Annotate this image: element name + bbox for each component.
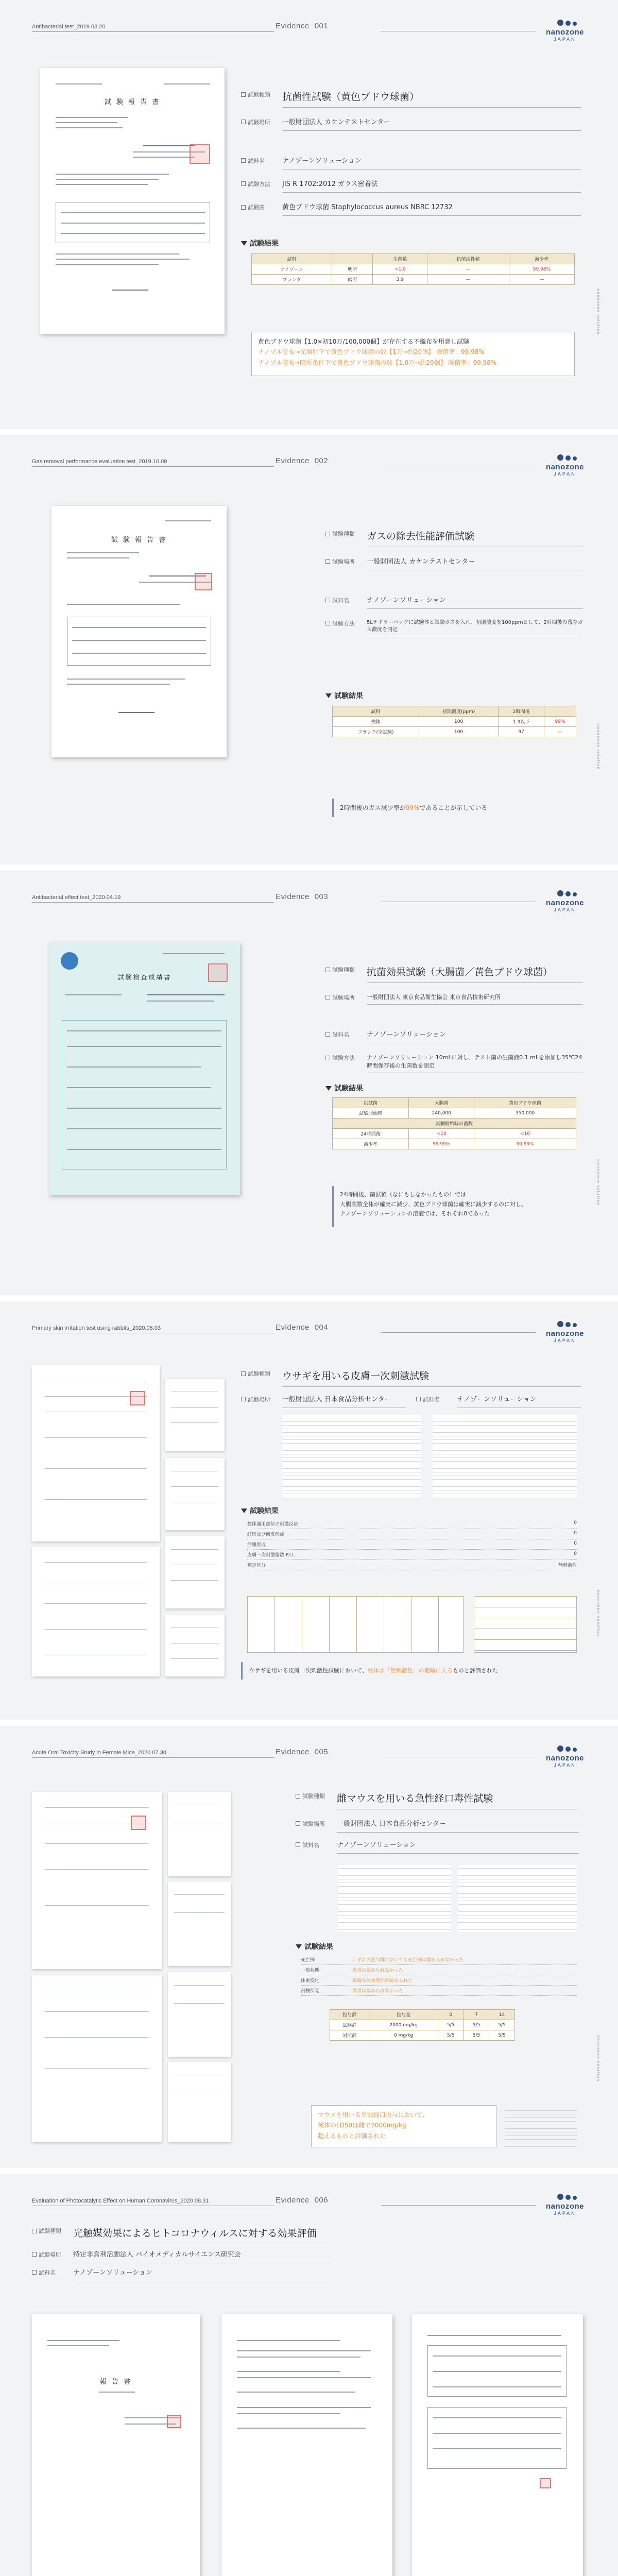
evidence-panel-002 bbox=[0, 435, 618, 865]
evidence-panel-001 bbox=[0, 0, 618, 429]
report-page-image bbox=[412, 2314, 583, 2576]
table-row: 検体 100 1.3以下 99% bbox=[333, 717, 576, 727]
results-heading: 試験結果 bbox=[241, 1505, 279, 1516]
logo-dots-icon bbox=[550, 890, 590, 899]
evidence-panel-003 bbox=[0, 871, 618, 1295]
results-list bbox=[247, 1519, 577, 1570]
table-row: 対照群 0 mg/kg 5/5 5/5 5/5 bbox=[330, 2030, 515, 2041]
report-page-image bbox=[32, 1975, 162, 2142]
report-page-image bbox=[221, 2314, 392, 2576]
evidence-label: Evidence 006 bbox=[276, 2196, 329, 2205]
table-row: 24時間後 <10 <10 bbox=[333, 1129, 576, 1139]
report-page-thumb bbox=[165, 1379, 225, 1451]
test-info-fields: 試験種類 ガスの除去性能評価試験 試験場所 一般財団法人 カケンテストセンター 試料名 ナノゾーンソリューション 試験方法 5Lテドラーバッグに試験体と試験ガスを入れ、初期濃度を100ppmとして、2時間後の残存ガス濃度を測定 bbox=[325, 530, 583, 637]
summary-caption: ウサギを用いる皮膚一次刺激性試験において、検体は「無刺激性」の範疇に入るものと評価された bbox=[241, 1662, 576, 1680]
method-text-block bbox=[458, 1865, 577, 1932]
report-page-image bbox=[32, 1365, 160, 1541]
field-method: 試験方法 JIS R 1702:2012 ガラス密着法 bbox=[241, 180, 581, 193]
evidence-word: Evidence bbox=[276, 22, 310, 30]
field-organism: 試験菌 黄色ブドウ球菌 Staphylococcus aureus NBRC 12732 bbox=[241, 203, 581, 216]
logo-sub: JAPAN bbox=[554, 37, 576, 42]
nanozone-logo bbox=[540, 20, 590, 42]
side-caption: nanozone solution bbox=[596, 289, 600, 335]
evidence-label: Evidence 004 bbox=[276, 1323, 329, 1332]
table-row: 試験群 2000 mg/kg 5/5 5/5 5/5 bbox=[330, 2020, 515, 2030]
report-page-thumb bbox=[168, 2062, 231, 2142]
report-title: 試 験 報 告 書 bbox=[104, 98, 161, 106]
evidence-label bbox=[276, 22, 328, 30]
report-page-image bbox=[32, 1547, 160, 1676]
test-info-fields: 試験種類 抗菌効果試験（大腸菌／黄色ブドウ球菌） 試験場所 一般財団法人 東京食品衛生協会 東京食品技術研究所 試料名 ナノゾーンソリューション 試験方法 ナノゾーンソリューション 10mLに対し、テスト菌の生菌液0.1 mLを添加し35℃24時間保存後の生菌数を測定 bbox=[325, 965, 583, 1073]
summary-box: 黄色ブドウ球菌【1.0×初10万/100,000個】が存在する不織布を用意し試験 ナノゾル塗布→光照射下で黄色ブドウ球菌の数【1万→約20個】 除菌率：99.98% ナノゾル塗布→暗所条件下で黄色ブドウ球菌の数【1.0万→約20個】 除菌率：99.98% bbox=[251, 332, 575, 376]
side-caption: nanozone solution bbox=[596, 1159, 600, 1206]
panel-header bbox=[0, 0, 618, 42]
nanozone-logo: nanozone JAPAN bbox=[540, 1321, 590, 1343]
list-item: 一般状態 異常は認められなかった bbox=[301, 1965, 577, 1975]
certificate-document-image: 試験検査成績書 bbox=[49, 943, 240, 1195]
table-row: ブランク(空試験) 100 97 — bbox=[333, 727, 576, 737]
method-text-block bbox=[338, 1865, 451, 1932]
test-info-fields: 試験種類 雌マウスを用いる急性経口毒性試験 試験場所 一般財団法人 日本食品分析センター 試料名 ナノゾーンソリューション bbox=[296, 1792, 579, 1854]
table-row: ブランク 暗所 3.9 — — bbox=[252, 275, 575, 285]
panel-header bbox=[0, 1301, 618, 1343]
test-breadcrumb: Evaluation of Photocatalytic Effect on Human Coronavirus_2020.08.31 bbox=[32, 2198, 274, 2206]
evidence-label: Evidence 003 bbox=[276, 892, 329, 901]
observation-table bbox=[247, 1596, 464, 1653]
logo-dots-icon bbox=[550, 1745, 590, 1754]
report-document-image: 試 験 報 告 書 bbox=[52, 506, 227, 757]
field-test-type: 試験種類 抗菌性試験（黄色ブドウ球菌） bbox=[241, 90, 581, 108]
report-page-thumb bbox=[165, 1615, 225, 1676]
side-caption: nanozone solution bbox=[596, 2035, 600, 2082]
test-info-fields: 試験種類 ウサギを用いる皮膚一次刺激試験 試験場所 一般財団法人 日本食品分析センター 試料名 ナノゾーンソリューション bbox=[241, 1369, 581, 1412]
footnote-block bbox=[505, 2107, 577, 2147]
side-caption: nanozone solution bbox=[596, 1590, 600, 1637]
method-text-block bbox=[282, 1415, 421, 1497]
evidence-panel-006 bbox=[0, 2174, 618, 2576]
panel-header bbox=[0, 435, 618, 477]
evidence-number: 001 bbox=[314, 22, 329, 30]
list-item: 剖検所見 異常は認められなかった bbox=[301, 1986, 577, 1996]
field-test-place: 試験場所 一般財団法人 カケンテストセンター bbox=[241, 118, 581, 131]
panel-header bbox=[0, 871, 618, 912]
logo-dots-icon bbox=[550, 1321, 590, 1329]
logo-dots-icon bbox=[550, 2194, 590, 2202]
evidence-panel-004 bbox=[0, 1301, 618, 1720]
results-heading: 試験結果 bbox=[241, 238, 279, 248]
results-table: 供試菌 大腸菌 黄色ブドウ球菌 試験開始時 240,000 350,000 試験開始時の菌数 24時間後 <10 <10 減少率 99.99% 99.99% bbox=[332, 1097, 576, 1149]
results-heading: 試験結果 bbox=[325, 690, 363, 701]
list-item: 死亡例 いずれの投与群においても死亡例は認められなかった bbox=[301, 1955, 577, 1965]
report-page-thumb bbox=[165, 1536, 225, 1608]
list-item: 浮腫形成 0 bbox=[247, 1539, 577, 1550]
test-breadcrumb: Primary skin irritation test using rabbits_2020.06.03 bbox=[32, 1325, 274, 1333]
nanozone-logo: nanozone JAPAN bbox=[540, 890, 590, 912]
table-row: 減少率 99.99% 99.99% bbox=[333, 1139, 576, 1149]
report-page-thumb bbox=[168, 1792, 231, 1876]
results-heading: 試験結果 bbox=[296, 1941, 333, 1952]
report-page-image bbox=[32, 1792, 162, 1969]
results-table: 投与群 投与量 0 7 14 試験群 2000 mg/kg 5/5 5/5 5/5 対照群 0 mg/kg 5/5 5/5 5/5 bbox=[330, 2009, 515, 2041]
field-sample: 試料名 ナノゾーンソリューション bbox=[241, 157, 581, 170]
list-item: 検体適用部位の刺激反応 0 bbox=[247, 1519, 577, 1529]
results-table: 試料 初期濃度(ppm) 2時間後 検体 100 1.3以下 99% ブランク(空試験) 100 97 — bbox=[332, 706, 576, 737]
summary-caption: 2時間後のガス減少率が99%であることが示している bbox=[332, 799, 574, 817]
nanozone-logo: nanozone JAPAN bbox=[540, 1745, 590, 1768]
evidence-label: Evidence 005 bbox=[276, 1748, 329, 1756]
results-list bbox=[301, 1955, 577, 1996]
summary-caption: マウスを用いる単回経口投与において、 検体のLD50は雌で2000mg/kg 超えるものと評価された bbox=[311, 2105, 496, 2147]
test-breadcrumb: Antibacterial effect test_2020.04.19 bbox=[32, 894, 274, 903]
report-document-image bbox=[40, 68, 225, 334]
logo-dots-icon bbox=[550, 454, 590, 463]
results-heading: 試験結果 bbox=[325, 1083, 363, 1093]
nanozone-logo: nanozone JAPAN bbox=[540, 454, 590, 477]
logo-dots-icon bbox=[550, 20, 590, 28]
method-text-block bbox=[433, 1415, 577, 1497]
test-info-fields bbox=[241, 90, 581, 216]
test-breadcrumb: Acute Oral Toxicity Study in Female Mice_2020.07.30 bbox=[32, 1750, 274, 1758]
evidence-label: Evidence 002 bbox=[276, 456, 329, 465]
table-row: 試験開始時 240,000 350,000 bbox=[333, 1108, 576, 1118]
report-page-thumb bbox=[165, 1458, 225, 1530]
report-page-thumb bbox=[168, 1972, 231, 2057]
test-breadcrumb: Gas removal performance evaluation test_2019.10.09 bbox=[32, 459, 274, 467]
list-item: 皮膚一次刺激指数 P.I.I. 0 bbox=[247, 1550, 577, 1560]
report-page-thumb bbox=[168, 1882, 231, 1966]
list-item: 紅斑及び痂皮形成 0 bbox=[247, 1529, 577, 1539]
criteria-table bbox=[474, 1596, 577, 1653]
nanozone-logo: nanozone JAPAN bbox=[540, 2194, 590, 2216]
results-table: 試料 生菌数 抗菌活性値 減少率 ナノゾーン 明所 <1.0 — 99.98% ブランク 暗所 3.9 — — bbox=[251, 253, 575, 285]
evidence-panel-005 bbox=[0, 1726, 618, 2168]
report-document-image: 報 告 書 bbox=[32, 2314, 200, 2576]
summary-caption: 24時間後、菌試験（なにもしなかったもの）では 大腸菌数全体が確実に減少、黄色ブドウ球菌は確実に減少するのに対し、 ナノゾーンソリューションの溶液では、それぞれ0であった bbox=[332, 1186, 574, 1227]
test-breadcrumb: Antibacterial test_2019.08.20 bbox=[32, 24, 274, 32]
panel-header bbox=[0, 2174, 618, 2216]
table-row: ナノゾーン 明所 <1.0 — 99.98% bbox=[252, 264, 575, 275]
institute-emblem-icon bbox=[61, 952, 78, 970]
test-info-fields: 試験種類 光触媒効果によるヒトコロナウィルスに対する効果評価 試験場所 特定非営利活動法人 バイオメディカルサイエンス研究会 試料名 ナノゾーンソリューション bbox=[32, 2227, 331, 2281]
panel-header bbox=[0, 1726, 618, 1768]
logo-word: nanozone bbox=[546, 28, 584, 37]
evidence-number: 002 bbox=[314, 456, 329, 465]
side-caption: nanozone solution bbox=[596, 723, 600, 770]
list-item: 判定区分 無刺激性 bbox=[247, 1560, 577, 1570]
list-item: 体重変化 順調な体重増加が認められた bbox=[301, 1975, 577, 1986]
